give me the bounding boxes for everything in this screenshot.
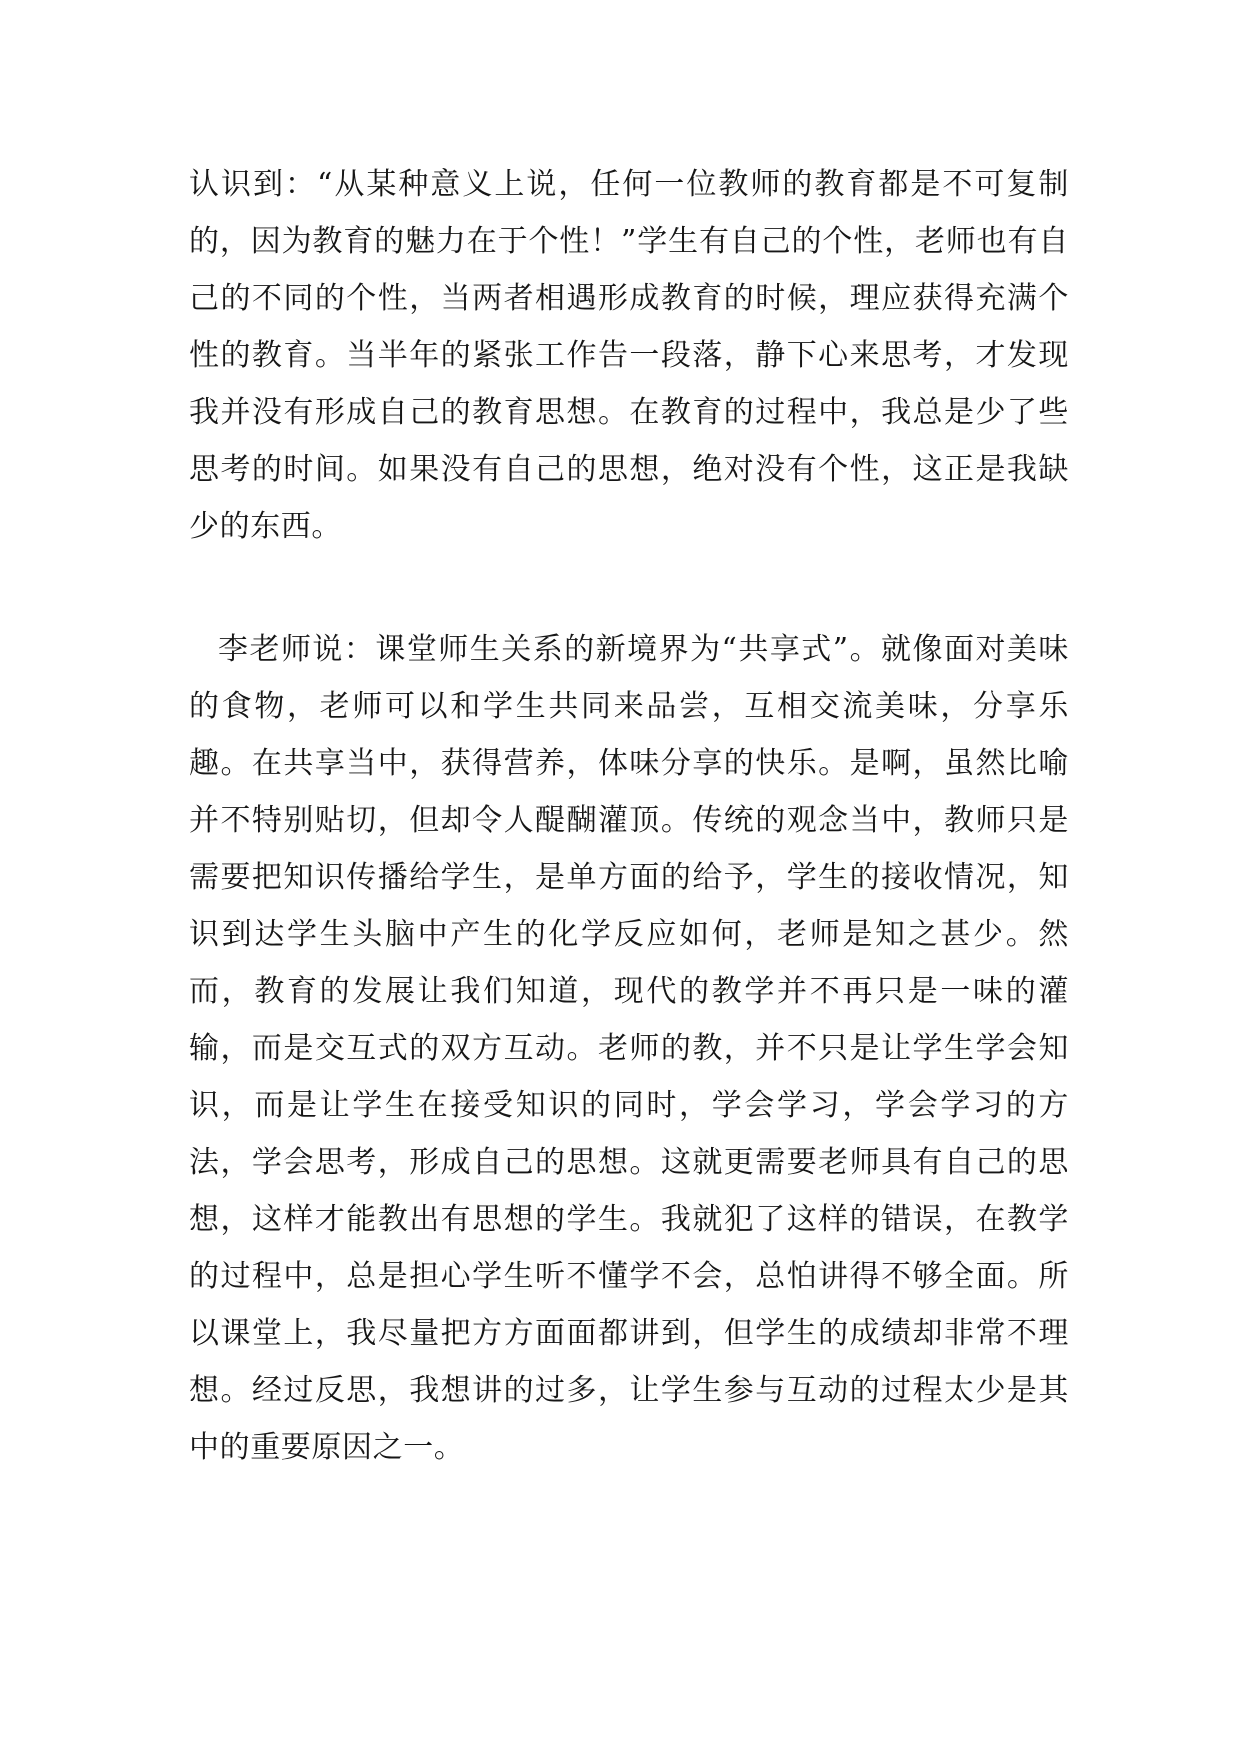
paragraph-continuation: 认识到：“从某种意义上说，任何一位教师的教育都是不可复制的，因为教育的魅力在于个性！”学生有自己的个性，老师也有自己的不同的个性，当两者相遇形成教育的时候，理应获得充满个性的教育。当半年的紧张工作告一段落，静下心来思考，才发现我并没有形成自己的教育思想。在教育的过程中，我总是少了些思考的时间。如果没有自己的思想，绝对没有个性，这正是我缺少的东西。 [189, 167, 1069, 544]
paragraph-li-teacher: 李老师说：课堂师生关系的新境界为“共享式”。就像面对美味的食物，老师可以和学生共同来品尝，互相交流美味，分享乐趣。在共享当中，获得营养，体味分享的快乐。是啊，虽然比喻并不特别贴切，但却令人醍醐灌顶。传统的观念当中，教师只是需要把知识传播给学生，是单方面的给予，学生的接收情况，知识到达学生头脑中产生的化学反应如何，老师是知之甚少。然而，教育的发展让我们知道，现代的教学并不再只是一味的灌输，而是交互式的双方互动。老师的教，并不只是让学生学会知识，而是让学生在接受知识的同时，学会学习，学会学习的方法，学会思考，形成自己的思想。这就更需要老师具有自己的思想，这样才能教出有思想的学生。我就犯了这样的错误，在教学的过程中，总是担心学生听不懂学不会，总怕讲得不够全面。所以课堂上，我尽量把方方面面都讲到，但学生的成绩却非常不理想。经过反思，我想讲的过多，让学生参与互动的过程太少是其中的重要原因之一。 [189, 632, 1069, 1465]
